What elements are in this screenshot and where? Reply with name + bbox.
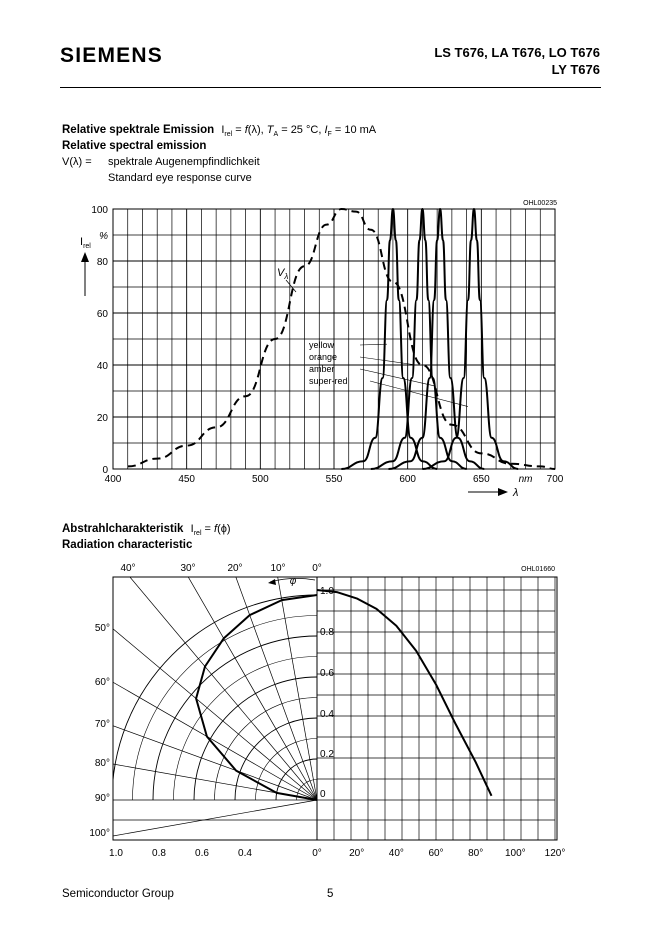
legend-super-red: super-red — [309, 376, 348, 386]
chart-code: OHL01660 — [521, 566, 555, 573]
polar-spoke — [40, 640, 317, 800]
y-tick-label: 80 — [96, 257, 108, 268]
bottom-right-tick: 100° — [504, 848, 526, 859]
radiation-frame — [113, 577, 557, 840]
x-tick-label: 400 — [104, 474, 122, 485]
y-unit-label: % — [99, 231, 108, 242]
x-axis-label: λ — [513, 487, 519, 499]
angle-top-tick: 20° — [227, 563, 243, 574]
vlambda-de: spektrale Augenempfindlichkeit — [108, 156, 260, 168]
y-tick-label: 0 — [102, 465, 108, 476]
y-tick-label: 40 — [96, 361, 108, 372]
section1-title-de: Relative spektrale Emission — [62, 124, 215, 136]
legend-amber: amber — [309, 364, 335, 374]
legend-yellow: yellow — [309, 340, 335, 350]
bottom-left-tick: 1.0 — [109, 848, 123, 859]
section2-title-en: Radiation characteristic — [62, 539, 193, 551]
bottom-right-tick: 120° — [544, 848, 566, 859]
angle-left-tick: 50° — [94, 623, 110, 634]
angle-left-tick: 70° — [94, 719, 110, 730]
radial-tick: 0.6 — [320, 668, 334, 679]
bottom-right-tick: 40° — [388, 848, 404, 859]
y-tick-label: 60 — [96, 309, 108, 320]
vlambda-annotation-sub: λ — [284, 272, 289, 281]
x-tick-label: 600 — [399, 474, 417, 485]
angle-left-tick: 90° — [94, 793, 110, 804]
angle-left-tick: 100° — [89, 828, 110, 839]
x-tick-label: 550 — [325, 474, 343, 485]
polar-spoke — [111, 555, 317, 800]
angle-top-tick: 0° — [312, 563, 322, 574]
polar-grid-clipped — [0, 480, 555, 856]
phi-symbol: φ — [289, 576, 297, 587]
bottom-left-tick: 0.8 — [152, 848, 166, 859]
phi-arrowhead — [268, 579, 276, 585]
radial-tick: 0.8 — [320, 627, 334, 638]
product-list-line1: LS T676, LA T676, LO T676 — [434, 45, 600, 60]
linear-curve — [317, 590, 492, 796]
bottom-right-tick: 80° — [468, 848, 484, 859]
radiation-grid — [0, 480, 557, 856]
legend-orange: orange — [309, 352, 338, 362]
radial-tick: 0.4 — [320, 709, 334, 720]
bottom-right-tick: 0° — [312, 848, 322, 859]
bottom-right-tick: 20° — [349, 848, 365, 859]
y-axis-label-sub: rel — [83, 243, 91, 250]
footer-left: Semiconductor Group — [62, 888, 174, 900]
y-tick-label: 20 — [96, 413, 108, 424]
vlambda-label: V(λ) = — [62, 156, 92, 168]
angle-top-tick: 10° — [270, 563, 286, 574]
x-tick-label: 700 — [546, 474, 564, 485]
angle-left-tick: 60° — [94, 677, 110, 688]
radial-tick: 0.2 — [320, 749, 334, 760]
y-tick-label: 100 — [91, 205, 108, 216]
x-tick-label: 450 — [178, 474, 196, 485]
section2-title-de: Abstrahlcharakteristik — [62, 523, 184, 535]
angle-top-tick: 40° — [120, 563, 136, 574]
product-list-line2: LY T676 — [551, 62, 600, 77]
polar-spoke — [208, 499, 317, 800]
siemens-logo: SIEMENS — [60, 44, 163, 67]
radial-tick: 0 — [320, 789, 326, 800]
page-number: 5 — [327, 888, 334, 900]
polar-spoke — [2, 744, 317, 800]
polar-spoke — [16, 691, 317, 800]
section1-formula: $I_{rel} = f(\lambda)$, $T_A = 25$ °C, $I_F = 10$ mA — [221, 124, 377, 139]
vlambda-en: Standard eye response curve — [108, 172, 252, 184]
chart-code: OHL00235 — [523, 200, 557, 207]
bottom-left-tick: 0.6 — [195, 848, 209, 859]
vlambda-annotation: $V_\lambda$ — [277, 267, 289, 281]
radiation-labels — [89, 563, 565, 859]
section1-title-en: Relative spectral emission — [62, 140, 207, 152]
angle-left-tick: 80° — [94, 758, 110, 769]
radial-tick: 1.0 — [320, 586, 334, 597]
x-tick-label: 500 — [251, 474, 269, 485]
section2-formula: $I_{rel} = f(\phi)$ — [190, 523, 231, 538]
angle-top-tick: 30° — [180, 563, 196, 574]
bottom-right-tick: 60° — [428, 848, 444, 859]
x-unit-label: nm — [518, 474, 533, 485]
polar-spoke — [261, 485, 317, 800]
y-axis-label: $I_{rel}$ — [80, 236, 91, 250]
bottom-left-tick: 0.4 — [238, 848, 252, 859]
x-tick-label: 650 — [472, 474, 490, 485]
